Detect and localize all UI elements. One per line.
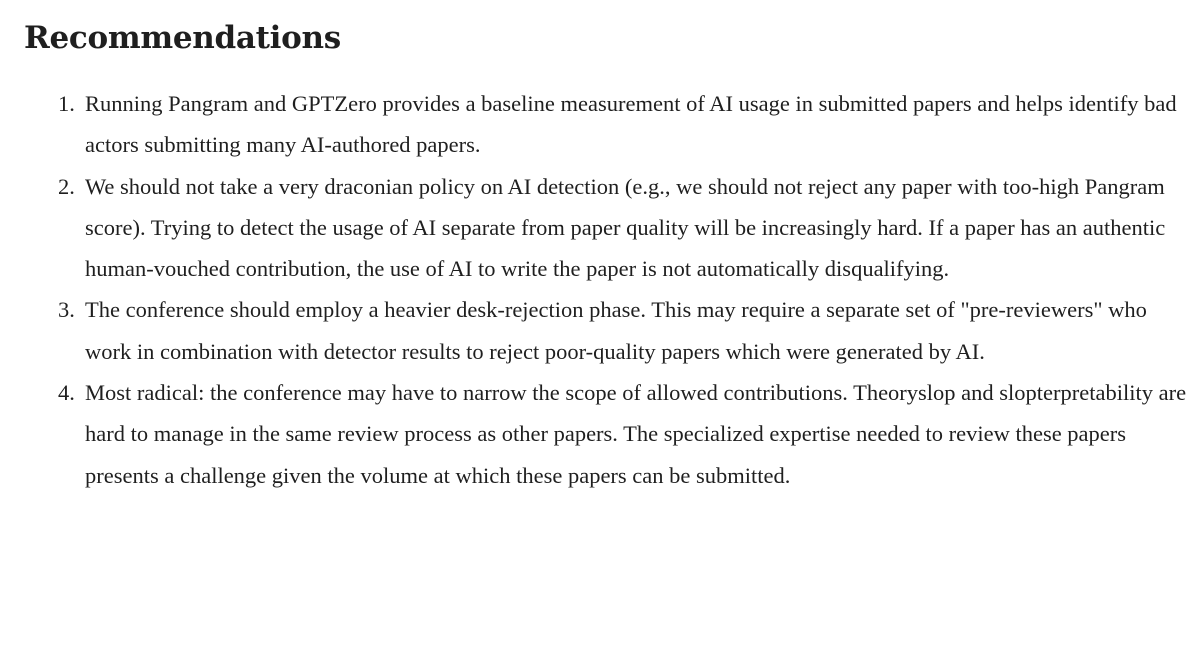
list-item-text: The conference should employ a heavier desk-rejection phase. This may require a separate set of "pre-reviewers" who work in combination with detector results to reject poor-quality papers which were generated by AI. bbox=[85, 297, 1147, 364]
list-item-number: 2. bbox=[58, 173, 75, 199]
recommendations-list bbox=[58, 83, 1197, 496]
list-item-number: 1. bbox=[58, 91, 75, 116]
list-item-number: 3. bbox=[58, 297, 75, 323]
list-item-text: We should not take a very draconian policy on AI detection (e.g., we should not reject any paper with too-high Pangram score). Trying to detect the usage of AI separate from paper quality will be increasingly hard. If a paper has an authentic human-vouched contribution, the use of AI to write the paper is not automatically disqualifying. bbox=[85, 173, 1166, 282]
list-item bbox=[58, 166, 1197, 290]
list-item bbox=[58, 372, 1197, 496]
section-heading: Recommendations bbox=[24, 20, 341, 56]
list-item-text: Most radical: the conference may have to narrow the scope of allowed contributions. Theoryslop and slopterpretability are hard to manage in the same review process as other papers. The specialized expertise needed to review these papers presents a challenge given the volume at which these papers can be submitted. bbox=[85, 380, 1187, 488]
list-item bbox=[58, 289, 1197, 372]
list-item-text: Running Pangram and GPTZero provides a baseline measurement of AI usage in submitted papers and helps identify bad actors submitting many AI-authored papers. bbox=[85, 91, 1177, 158]
list-item-number: 4. bbox=[58, 380, 75, 406]
list-item bbox=[58, 83, 1197, 166]
